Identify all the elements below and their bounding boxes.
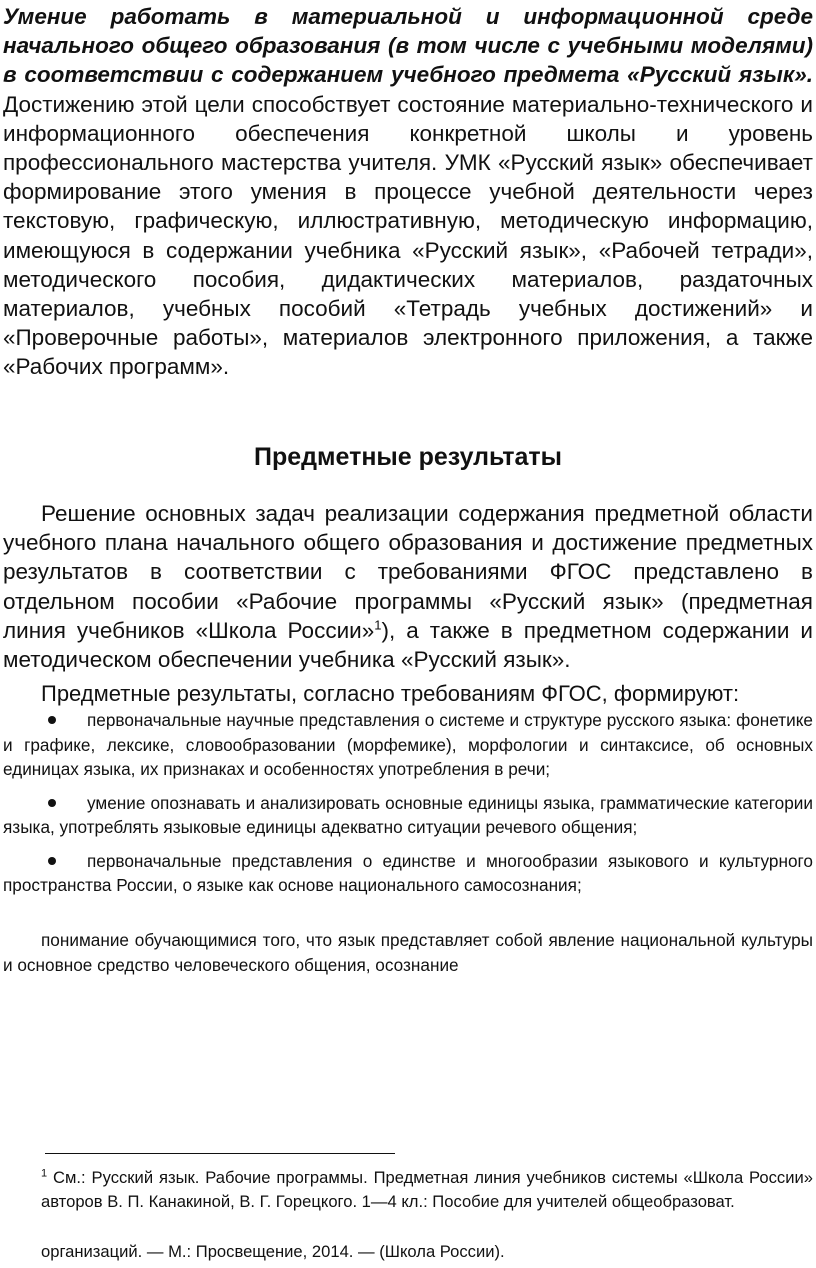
bullet-icon	[48, 716, 56, 724]
list-item-text: первоначальные представления о единстве и многообразии языкового и культурного пространства России, о языке как основе национального самосознания;	[3, 850, 813, 895]
intro-paragraph	[3, 2, 813, 382]
list-item-text: первоначальные научные представления о системе и структуре русского языка: фонетике и графике, лексике, словообразовании (морфемике), морфологии и синтаксисе, об основных единицах языка, их признаках и особенностях употребления в речи;	[3, 710, 813, 779]
footnote-divider	[45, 1153, 395, 1154]
footnote-text: См.: Русский язык. Рабочие программы. Предметная линия учебников системы «Школа России» авторов В. П. Канакиной, В. Г. Горецкого. 1—4 кл.: Пособие для учителей общеобразоват.	[41, 1168, 813, 1211]
list-item	[3, 791, 813, 840]
intro-body-text: Достижению этой цели способствует состояние материально-технического и информационного обеспечения конкретной школы и уровень профессионального мастерства учителя. УМК «Русский язык» обеспечивает формирование этого умения в процессе учебной деятельности через текстовую, графическую, иллюстративную, методическую информацию, имеющуюся в содержании учебника «Русский язык», «Рабочей тетради», методического пособия, дидактических материалов, раздаточных материалов, учебных пособий «Тетрадь учебных достижений» и «Проверочные работы», материалов электронного приложения, а также «Рабочих программ».	[3, 91, 813, 380]
closing-paragraph: понимание обучающимися того, что язык представляет собой явление национальной культуры и основное средство человеческого общения, осознание	[3, 930, 813, 975]
footnote-reference[interactable]: 1	[374, 617, 382, 633]
list-item	[3, 849, 813, 898]
bullet-icon	[48, 857, 56, 865]
section-paragraph-text-cont: ), а также в предметном содержании и методическом обеспечении учебника «Русский язык».	[3, 617, 813, 673]
list-item-text: умение опознавать и анализировать основные единицы языка, грамматические категории языка, употреблять языковые единицы адекватно ситуации речевого общения;	[3, 792, 813, 837]
results-list	[3, 708, 813, 907]
footnote	[41, 1166, 813, 1214]
section-paragraph-text: Решение основных задач реализации содержания предметной области учебного плана начального общего образования и достижение предметных результатов в соответствии с требованиями ФГОС представлено в отдельном пособии «Рабочие программы «Русский язык» (предметная линия учебников «Школа России»	[3, 501, 813, 643]
intro-lead-text: Умение работать в материальной и информационной среде начального общего образования (в том числе с учебными моделями) в соответствии с содержанием учебного предмета «Русский язык».	[3, 4, 813, 88]
section-paragraph	[3, 499, 813, 674]
list-intro: Предметные результаты, согласно требованиям ФГОС, формируют:	[41, 681, 740, 706]
bullet-icon	[48, 799, 56, 807]
list-item	[3, 708, 813, 782]
footnote-continuation: организаций. — М.: Просвещение, 2014. — (Школа России).	[41, 1242, 505, 1261]
footnote-marker: 1	[41, 1167, 48, 1180]
section-heading: Предметные результаты	[254, 443, 562, 471]
